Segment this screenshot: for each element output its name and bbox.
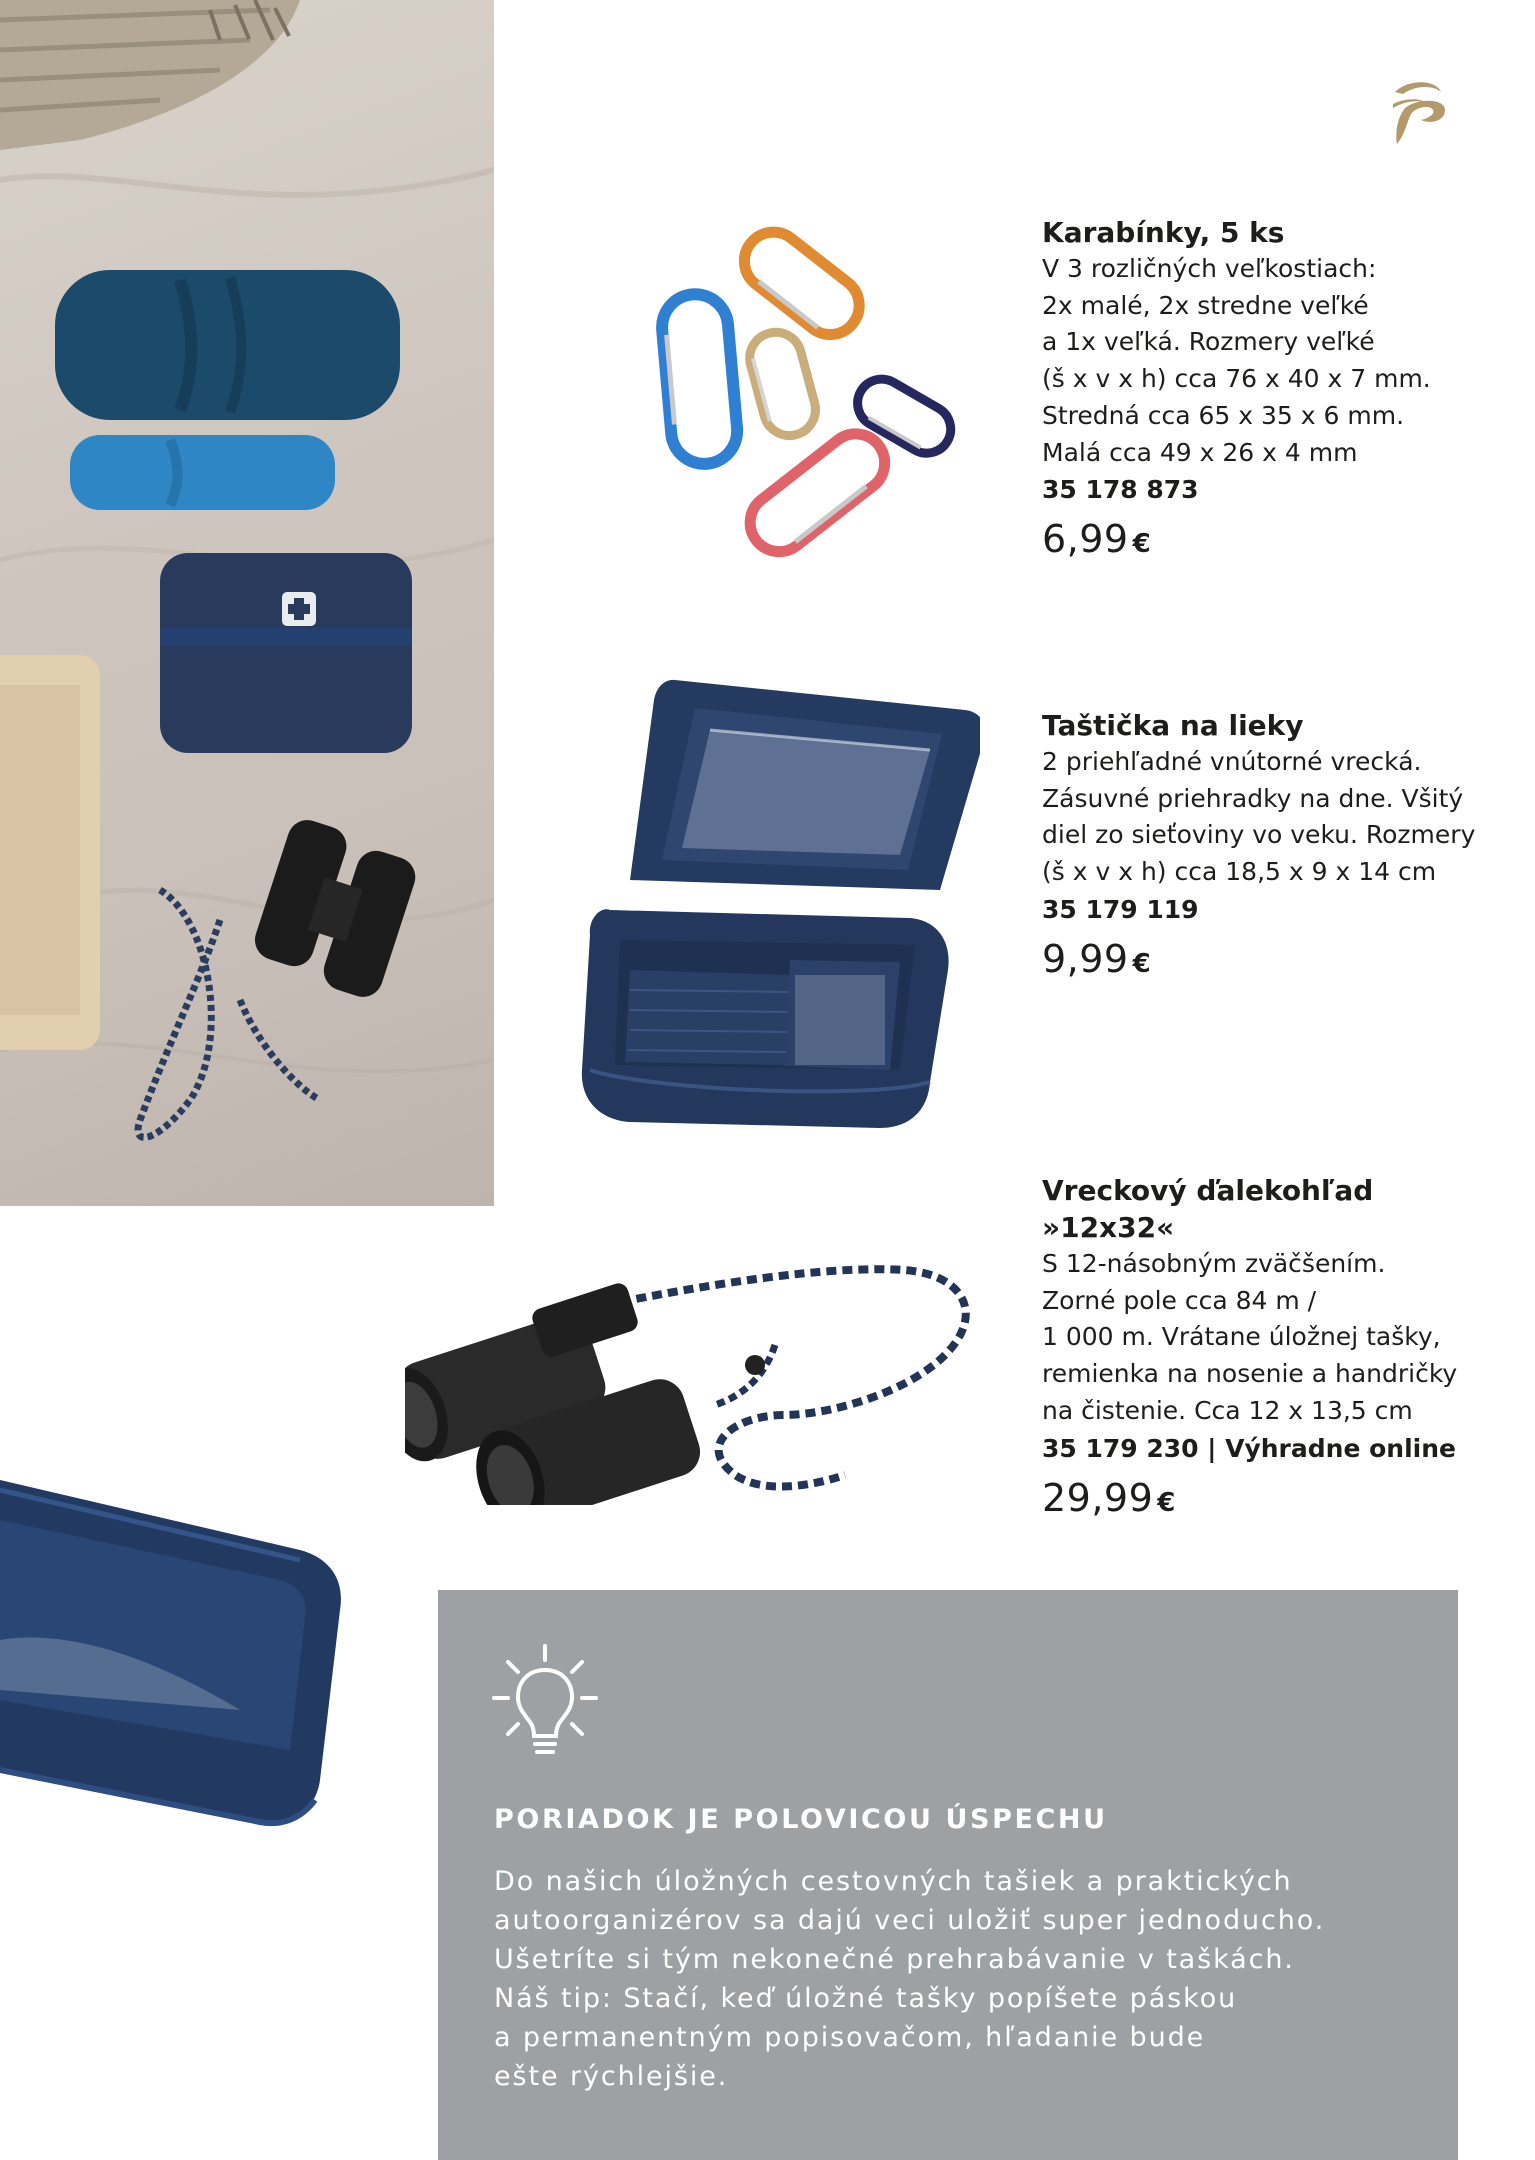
product-sku: 35 179 119 <box>1042 894 1199 924</box>
tip-heading: PORIADOK JE POLOVICOU ÚSPECHU <box>494 1804 1108 1835</box>
lightbulb-icon <box>490 1642 600 1762</box>
packing-cube-image <box>0 1480 420 1900</box>
carabiner-set-icon <box>630 222 960 562</box>
product-title: Vreckový ďalekohľad »12x32« <box>1042 1174 1374 1244</box>
product-price <box>1042 1475 1482 1526</box>
price-value: 6,99 <box>1042 517 1129 562</box>
product-price <box>1042 516 1482 567</box>
product-medicine-pouch <box>1042 707 1482 987</box>
price-currency: € <box>1132 529 1152 560</box>
product-carabiners <box>1042 214 1482 567</box>
product-description: 2 priehľadné vnútorné vrecká. Zásuvné priehradky na dne. Všitý diel zo sieťoviny vo veku. Rozmery (š x v x h) cca 18,5 x 9 x 14 cm <box>1042 747 1476 887</box>
binoculars-icon <box>405 1245 985 1505</box>
lifestyle-photo-illustration <box>0 0 494 1206</box>
price-currency: € <box>1132 948 1152 979</box>
price-currency: € <box>1157 1487 1176 1518</box>
price-value: 9,99 <box>1042 936 1129 981</box>
price-value: 29,99 <box>1042 1475 1154 1520</box>
medicine-pouch-icon <box>570 670 980 1130</box>
tchibo-coffee-bean-icon <box>1385 78 1451 150</box>
product-sku: 35 179 230 | Výhradne online <box>1042 1433 1456 1463</box>
product-title: Karabínky, 5 ks <box>1042 216 1285 249</box>
product-binoculars <box>1042 1172 1482 1526</box>
product-sku: 35 178 873 <box>1042 475 1199 505</box>
product-price <box>1042 936 1482 987</box>
lifestyle-photo <box>0 0 494 1206</box>
tip-body: Do našich úložných cestovných tašiek a praktických autoorganizérov sa dajú veci uložiť super jednoducho. Ušetríte si tým nekonečné prehrabávanie v taškách. Náš tip: Stačí, keď úložné tašky popíšete páskou a permanentným popisovačom, hľadanie bude ešte rýchlejšie. <box>494 1866 1326 2092</box>
product-description: S 12-násobným zväčšením. Zorné pole cca 84 m / 1 000 m. Vrátane úložnej tašky, remienka na nosenie a handričky na čistenie. Cca 12 x 13,5 cm <box>1042 1249 1458 1425</box>
product-description: V 3 rozličných veľkostiach: 2x malé, 2x stredne veľké a 1x veľká. Rozmery veľké (š x v x h) cca 76 x 40 x 7 mm. Stredná cca 65 x 35 x 6 mm. Malá cca 49 x 26 x 4 mm <box>1042 254 1431 467</box>
product-title: Taštička na lieky <box>1042 709 1304 742</box>
tip-box <box>438 1590 1458 2160</box>
